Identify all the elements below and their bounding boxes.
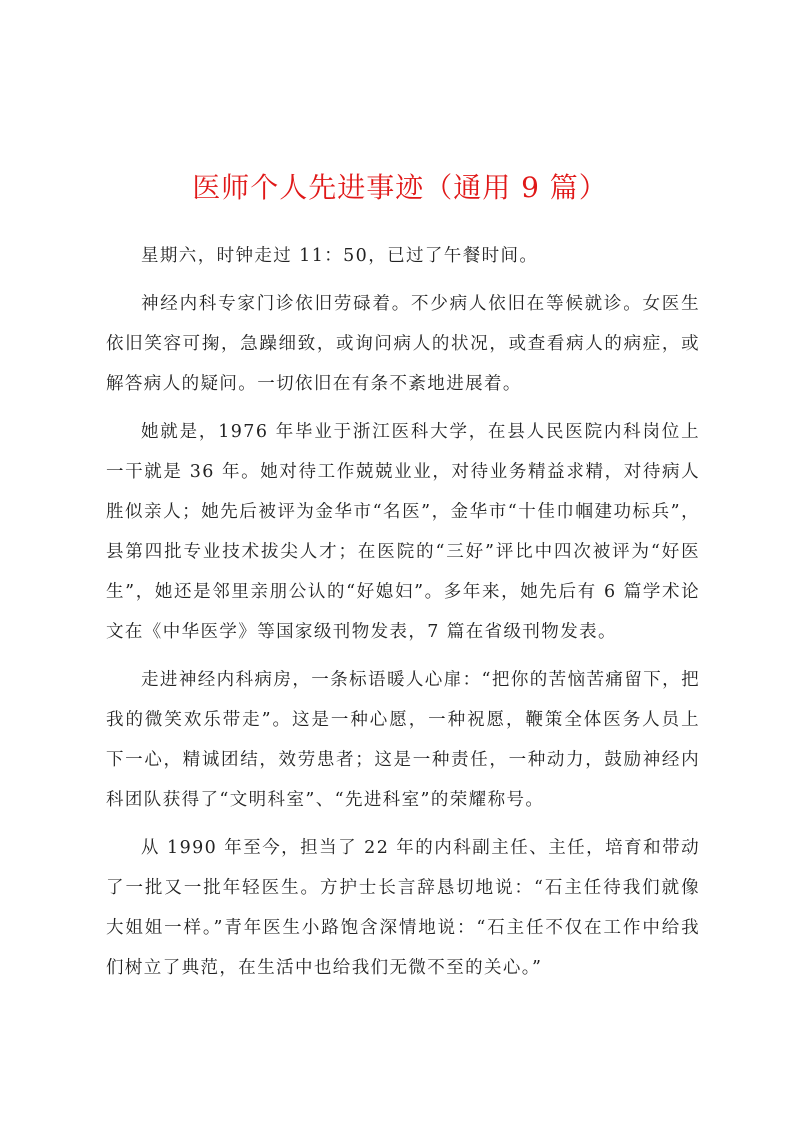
- document-body: [106, 236, 700, 996]
- paragraph-4: 走进神经内科病房，一条标语暖人心扉：“把你的苦恼苦痛留下，把我的微笑欢乐带走”。这是一种心愿，一种祝愿，鞭策全体医务人员上下一心，精诚团结，效劳患者；这是一种责任，一种动力，鼓励神经内科团队获得了“文明科室”、“先进科室”的荣耀称号。: [106, 670, 700, 810]
- paragraph-5: 从 1990 年至今，担当了 22 年的内科副主任、主任，培育和带动了一批又一批年轻医生。方护士长言辞恳切地说：“石主任待我们就像大姐姐一样。”青年医生小路饱含深情地说：“石主任不仅在工作中给我们树立了典范，在生活中也给我们无微不至的关心。”: [106, 838, 700, 978]
- paragraph-1: 星期六，时钟走过 11：50，已过了午餐时间。: [141, 246, 539, 266]
- paragraph-2: 神经内科专家门诊依旧劳碌着。不少病人依旧在等候就诊。女医生依旧笑容可掬，急躁细致，或询问病人的状况，或查看病人的病症，或解答病人的疑问。一切依旧在有条不紊地进展着。: [106, 294, 700, 394]
- document-title: 医师个人先进事迹（通用 9 篇）: [192, 171, 608, 204]
- paragraph-3: 她就是，1976 年毕业于浙江医科大学，在县人民医院内科岗位上一干就是 36 年。她对待工作兢兢业业，对待业务精益求精，对待病人胜似亲人；她先后被评为金华市“名医”，金华市“十佳巾帼建功标兵”，县第四批专业技术拔尖人才；在医院的“三好”评比中四次被评为“好医生”，她还是邻里亲朋公认的“好媳妇”。多年来，她先后有 6 篇学术论文在《中华医学》等国家级刊物发表，7 篇在省级刊物发表。: [106, 422, 700, 642]
